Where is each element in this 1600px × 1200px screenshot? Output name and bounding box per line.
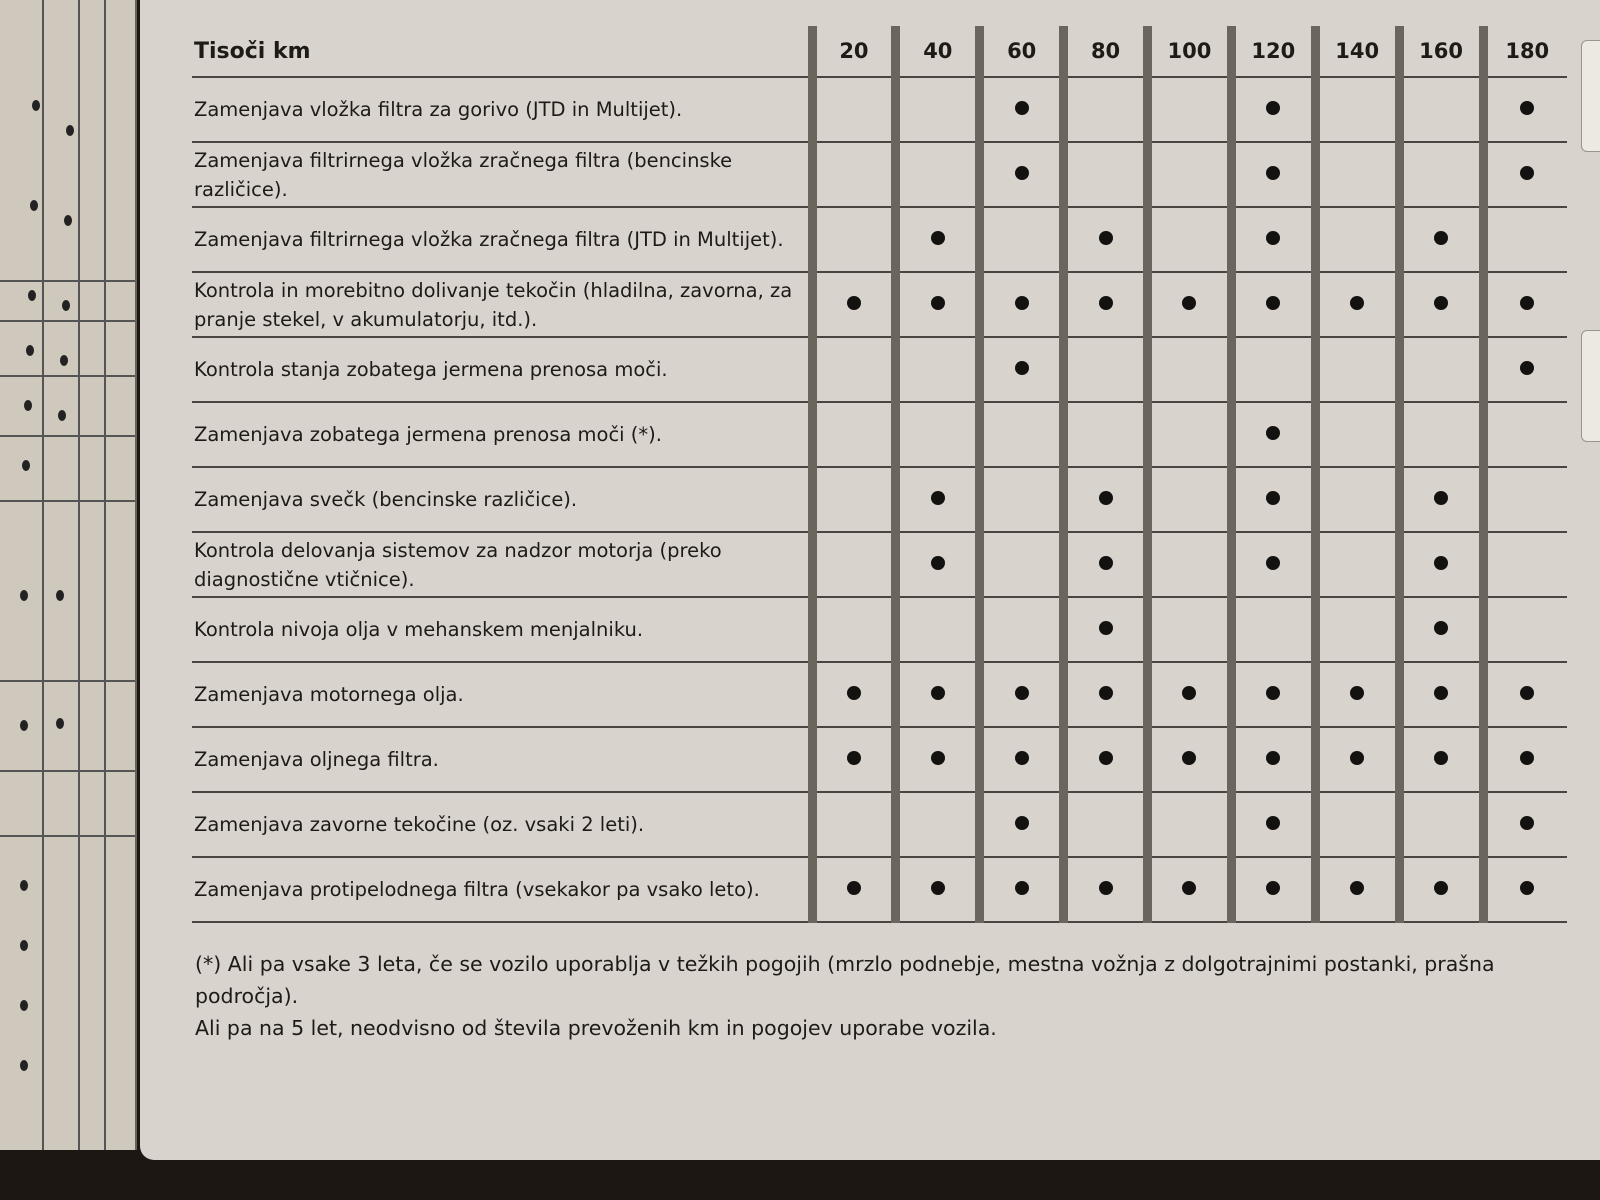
interval-cell-140 [1315,857,1399,922]
bullet-icon [931,296,945,310]
interval-cell-40 [896,532,980,597]
interval-cell-100 [1148,467,1232,532]
task-label: Zamenjava filtrirnega vložka zračnega filtra (JTD in Multijet). [192,207,812,272]
bullet-icon [1099,621,1113,635]
interval-cell-80 [1064,792,1148,857]
table-row [192,402,1567,467]
interval-cell-100 [1148,402,1232,467]
bullet-icon [1099,296,1113,310]
interval-cell-180 [1483,337,1567,402]
table-row [192,532,1567,597]
bullet-icon [1434,686,1448,700]
interval-cell-80 [1064,142,1148,207]
km-column-160: 160 [1399,26,1483,77]
interval-cell-20 [812,857,896,922]
interval-cell-120 [1231,727,1315,792]
interval-cell-180 [1483,662,1567,727]
bullet-icon [1015,361,1029,375]
km-column-40: 40 [896,26,980,77]
interval-cell-60 [980,337,1064,402]
table-row [192,77,1567,142]
interval-cell-120 [1231,467,1315,532]
maintenance-schedule-table [192,26,1567,923]
interval-cell-20 [812,792,896,857]
interval-cell-120 [1231,597,1315,662]
interval-cell-60 [980,207,1064,272]
interval-cell-180 [1483,142,1567,207]
interval-cell-80 [1064,402,1148,467]
km-column-180: 180 [1483,26,1567,77]
interval-cell-140 [1315,662,1399,727]
interval-cell-100 [1148,597,1232,662]
interval-cell-180 [1483,402,1567,467]
table-row [192,662,1567,727]
task-label: Kontrola in morebitno dolivanje tekočin (hladilna, zavorna, za pranje stekel, v akumulatorju, itd.). [192,272,812,337]
bullet-icon [1266,816,1280,830]
bullet-icon [1350,881,1364,895]
interval-cell-100 [1148,207,1232,272]
footnote [195,948,1555,1044]
bullet-icon [1266,166,1280,180]
bullet-icon [1434,556,1448,570]
bullet-icon [931,491,945,505]
interval-cell-120 [1231,532,1315,597]
interval-cell-100 [1148,662,1232,727]
interval-cell-80 [1064,77,1148,142]
bullet-icon [1520,101,1534,115]
interval-cell-60 [980,272,1064,337]
interval-cell-80 [1064,662,1148,727]
interval-cell-160 [1399,727,1483,792]
interval-cell-80 [1064,337,1148,402]
interval-cell-120 [1231,662,1315,727]
bullet-icon [1266,426,1280,440]
bullet-icon [847,686,861,700]
bullet-icon [1015,881,1029,895]
bullet-icon [847,751,861,765]
bullet-icon [1015,166,1029,180]
interval-cell-100 [1148,77,1232,142]
interval-cell-160 [1399,142,1483,207]
interval-cell-180 [1483,857,1567,922]
interval-cell-60 [980,467,1064,532]
interval-cell-140 [1315,597,1399,662]
interval-cell-100 [1148,857,1232,922]
bullet-icon [1520,881,1534,895]
km-column-20: 20 [812,26,896,77]
interval-cell-120 [1231,272,1315,337]
interval-cell-180 [1483,532,1567,597]
interval-cell-140 [1315,402,1399,467]
interval-cell-160 [1399,77,1483,142]
interval-cell-80 [1064,597,1148,662]
interval-cell-20 [812,272,896,337]
bullet-icon [931,751,945,765]
footnote-line-1: (*) Ali pa vsake 3 leta, če se vozilo uporablja v težkih pogojih (mrzlo podnebje, mestna vožnja z dolgotrajnimi postanki, prašna področja). [195,952,1495,1008]
interval-cell-120 [1231,337,1315,402]
task-label: Zamenjava svečk (bencinske različice). [192,467,812,532]
left-page-edge [0,0,137,1150]
interval-cell-20 [812,467,896,532]
interval-cell-100 [1148,792,1232,857]
interval-cell-160 [1399,337,1483,402]
bullet-icon [1182,881,1196,895]
interval-cell-60 [980,77,1064,142]
interval-cell-100 [1148,272,1232,337]
km-column-140: 140 [1315,26,1399,77]
bullet-icon [1266,101,1280,115]
bullet-icon [931,686,945,700]
task-label: Zamenjava zobatega jermena prenosa moči (*). [192,402,812,467]
bullet-icon [1266,751,1280,765]
interval-cell-40 [896,597,980,662]
interval-cell-100 [1148,337,1232,402]
interval-cell-20 [812,532,896,597]
page-edge-tab [1581,40,1600,152]
manual-page [140,0,1600,1160]
bullet-icon [1434,491,1448,505]
interval-cell-40 [896,142,980,207]
interval-cell-180 [1483,792,1567,857]
task-label: Kontrola delovanja sistemov za nadzor motorja (preko diagnostične vtičnice). [192,532,812,597]
interval-cell-40 [896,207,980,272]
bullet-icon [931,556,945,570]
km-column-120: 120 [1231,26,1315,77]
bullet-icon [1520,361,1534,375]
bullet-icon [1266,231,1280,245]
task-label: Zamenjava vložka filtra za gorivo (JTD in Multijet). [192,77,812,142]
bullet-icon [1520,166,1534,180]
interval-cell-120 [1231,142,1315,207]
interval-cell-120 [1231,792,1315,857]
interval-cell-160 [1399,532,1483,597]
bullet-icon [1350,751,1364,765]
interval-cell-40 [896,792,980,857]
interval-cell-100 [1148,727,1232,792]
table-row [192,857,1567,922]
task-label: Kontrola stanja zobatega jermena prenosa moči. [192,337,812,402]
interval-cell-40 [896,337,980,402]
interval-cell-140 [1315,337,1399,402]
interval-cell-20 [812,597,896,662]
interval-cell-20 [812,142,896,207]
interval-cell-20 [812,337,896,402]
page-edge-tab [1581,330,1600,442]
interval-cell-20 [812,207,896,272]
interval-cell-140 [1315,727,1399,792]
bullet-icon [1015,101,1029,115]
interval-cell-80 [1064,467,1148,532]
interval-cell-20 [812,662,896,727]
interval-cell-160 [1399,662,1483,727]
bullet-icon [1015,751,1029,765]
footnote-line-2: Ali pa na 5 let, neodvisno od števila prevoženih km in pogojev uporabe vozila. [195,1016,997,1040]
interval-cell-180 [1483,77,1567,142]
interval-cell-60 [980,142,1064,207]
interval-cell-140 [1315,532,1399,597]
bullet-icon [1015,816,1029,830]
interval-cell-180 [1483,597,1567,662]
bullet-icon [1266,296,1280,310]
interval-cell-20 [812,402,896,467]
bullet-icon [1520,751,1534,765]
interval-cell-180 [1483,207,1567,272]
interval-cell-60 [980,857,1064,922]
table-row [192,337,1567,402]
bullet-icon [1434,296,1448,310]
bullet-icon [1520,686,1534,700]
km-column-100: 100 [1148,26,1232,77]
bullet-icon [1099,881,1113,895]
interval-cell-180 [1483,727,1567,792]
interval-cell-80 [1064,857,1148,922]
interval-cell-40 [896,727,980,792]
interval-cell-140 [1315,207,1399,272]
interval-cell-140 [1315,77,1399,142]
table-row [192,727,1567,792]
task-label: Zamenjava zavorne tekočine (oz. vsaki 2 leti). [192,792,812,857]
bullet-icon [1015,686,1029,700]
interval-cell-160 [1399,467,1483,532]
interval-cell-60 [980,402,1064,467]
task-label: Zamenjava protipelodnega filtra (vsekakor pa vsako leto). [192,857,812,922]
interval-cell-140 [1315,142,1399,207]
task-label: Zamenjava oljnega filtra. [192,727,812,792]
interval-cell-140 [1315,792,1399,857]
interval-cell-100 [1148,142,1232,207]
bullet-icon [847,296,861,310]
table-row [192,207,1567,272]
bullet-icon [1350,296,1364,310]
interval-cell-140 [1315,467,1399,532]
interval-cell-20 [812,727,896,792]
interval-cell-160 [1399,272,1483,337]
interval-cell-80 [1064,272,1148,337]
interval-cell-120 [1231,402,1315,467]
interval-cell-160 [1399,207,1483,272]
interval-cell-180 [1483,467,1567,532]
bullet-icon [1434,231,1448,245]
task-label: Kontrola nivoja olja v mehanskem menjalniku. [192,597,812,662]
interval-cell-20 [812,77,896,142]
task-label: Zamenjava filtrirnega vložka zračnega filtra (bencinske različice). [192,142,812,207]
bullet-icon [1182,751,1196,765]
bullet-icon [1015,296,1029,310]
interval-cell-60 [980,532,1064,597]
table-header-row [192,26,1567,77]
bullet-icon [931,231,945,245]
interval-cell-120 [1231,207,1315,272]
bullet-icon [847,881,861,895]
interval-cell-80 [1064,727,1148,792]
interval-cell-40 [896,662,980,727]
bullet-icon [1434,751,1448,765]
bullet-icon [1182,686,1196,700]
table-row [192,597,1567,662]
table-row [192,272,1567,337]
interval-cell-60 [980,597,1064,662]
bullet-icon [931,881,945,895]
interval-cell-60 [980,662,1064,727]
interval-cell-120 [1231,857,1315,922]
km-column-80: 80 [1064,26,1148,77]
bullet-icon [1266,556,1280,570]
bullet-icon [1350,686,1364,700]
interval-cell-120 [1231,77,1315,142]
bullet-icon [1434,881,1448,895]
bullet-icon [1099,231,1113,245]
interval-cell-40 [896,467,980,532]
bullet-icon [1182,296,1196,310]
interval-cell-60 [980,727,1064,792]
interval-cell-160 [1399,597,1483,662]
bullet-icon [1266,881,1280,895]
interval-cell-40 [896,77,980,142]
interval-cell-160 [1399,792,1483,857]
table-row [192,142,1567,207]
bullet-icon [1099,556,1113,570]
bullet-icon [1266,491,1280,505]
interval-cell-40 [896,272,980,337]
bullet-icon [1520,816,1534,830]
bullet-icon [1099,491,1113,505]
interval-cell-40 [896,857,980,922]
interval-cell-180 [1483,272,1567,337]
interval-cell-80 [1064,532,1148,597]
interval-cell-40 [896,402,980,467]
interval-cell-160 [1399,857,1483,922]
bullet-icon [1266,686,1280,700]
interval-cell-80 [1064,207,1148,272]
bullet-icon [1099,686,1113,700]
task-label: Zamenjava motornega olja. [192,662,812,727]
km-column-60: 60 [980,26,1064,77]
interval-cell-60 [980,792,1064,857]
schedule-body [192,77,1567,922]
interval-cell-160 [1399,402,1483,467]
bullet-icon [1434,621,1448,635]
km-column-header: Tisoči km [192,26,812,77]
table-row [192,792,1567,857]
interval-cell-140 [1315,272,1399,337]
interval-cell-100 [1148,532,1232,597]
table-row [192,467,1567,532]
bullet-icon [1520,296,1534,310]
bullet-icon [1099,751,1113,765]
